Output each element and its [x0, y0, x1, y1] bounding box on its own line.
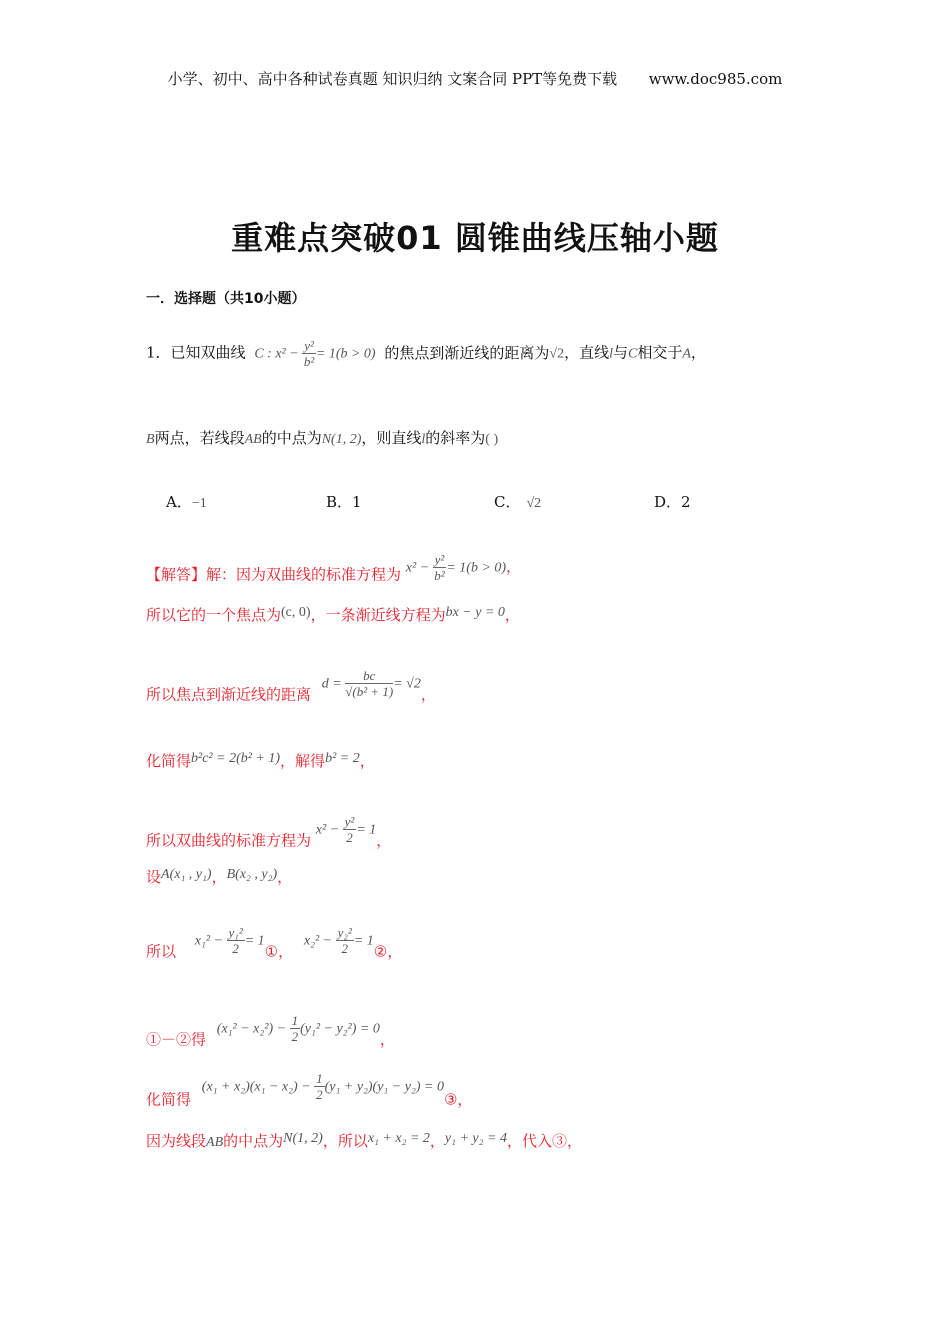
option-d[interactable]: D．2: [654, 493, 691, 511]
answer-line-4: 化简得b²c² = 2(b² + 1)，解得b² = 2，: [146, 751, 375, 770]
option-c[interactable]: C． √2: [494, 493, 542, 511]
option-b[interactable]: B．1: [326, 493, 362, 511]
answer-line-7: 所以 x₁² − $\frac{\text{y₁²}}{2}$ = 1①， x₂² − $\frac{\text{y₂²}}{2}$ = 1②，: [146, 925, 403, 961]
answer-line-3: 所以焦点到渐近线的距离 d = $\frac{bc}{\text{√(b² + 1)}}$ = √2，: [146, 668, 436, 704]
question-line-1: 1．已知双曲线 C : x² − $\frac{\text{y²}}{\text{b²}}$ = 1(b > 0) 的焦点到渐近线的距离为√2，直线l与C相交于A，: [146, 338, 706, 369]
answer-line-6: 设A(x₁ , y₁)，B(x₂ , y₂)，: [146, 867, 293, 886]
hyperbola-equation: C : x² − $\frac{\text{y²}}{\text{b²}}$ = 1(b > 0): [254, 338, 376, 369]
answer-blank: ( ): [485, 432, 499, 447]
answer-line-1: 【解答】解：因为双曲线的标准方程为 x² − $\frac{\text{y²}}{\text{b²}}$ = 1(b > 0)，: [146, 552, 522, 584]
question-line-2: B两点，若线段AB的中点为N(1, 2)，则直线l的斜率为( ): [146, 429, 499, 447]
answer-line-8: ①－②得 (x₁² − x₂²) − $\frac{1}{2}$ (y₁² − y₂²) = 0，: [146, 1013, 395, 1049]
answer-line-2: 所以它的一个焦点为(c, 0)，一条渐近线方程为bx − y = 0，: [146, 605, 520, 624]
answer-line-5: 所以双曲线的标准方程为 x² − $\frac{\text{y²}}{2}$ = 1，: [146, 814, 392, 850]
document-title: 重难点突破01 圆锥曲线压轴小题: [231, 219, 719, 257]
header-website-link[interactable]: www.doc985.com: [648, 70, 783, 88]
option-a[interactable]: A．−1: [166, 493, 207, 511]
answer-line-9: 化简得 (x₁ + x₂)(x₁ − x₂) − $\frac{1}{2}$ (y₁ + y₂)(y₁ − y₂) = 0③，: [146, 1071, 473, 1109]
page-header: [0, 68, 950, 89]
section-heading: 一．选择题（共10小题）: [146, 291, 306, 307]
answer-line-10: 因为线段AB的中点为N(1, 2)，所以x₁ + x₂ = 2，y₁ + y₂ = 4，代入③，: [146, 1131, 582, 1150]
header-left-text: 小学、初中、高中各种试卷真题 知识归纳 文案合同 PPT等免费下载: [167, 70, 618, 88]
